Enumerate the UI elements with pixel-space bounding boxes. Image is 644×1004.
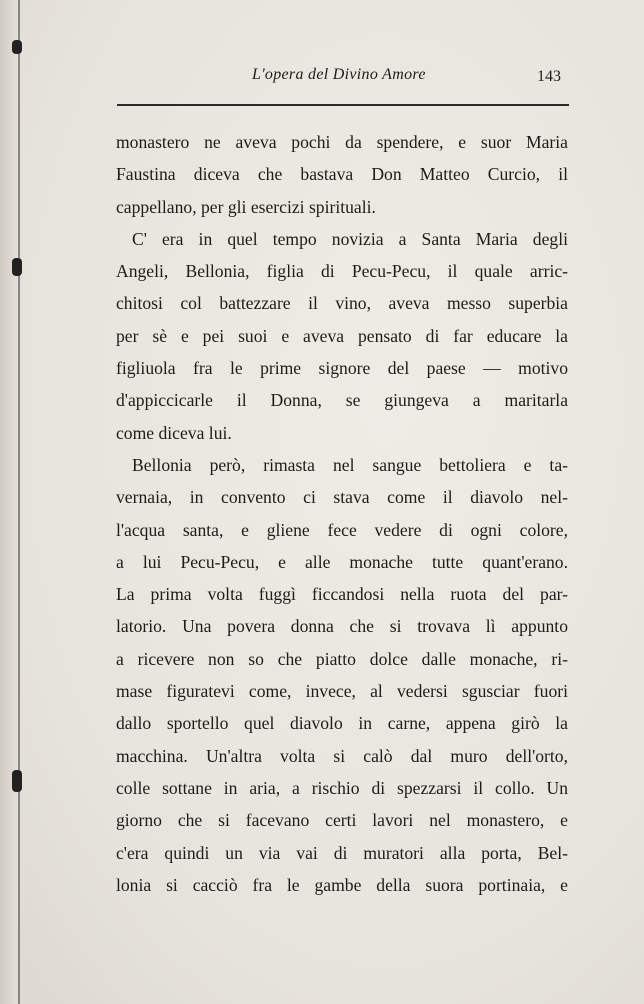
- text-line: dallo sportello quel diavolo in carne, appena girò la: [116, 713, 568, 734]
- running-head: L'opera del Divino Amore: [252, 66, 426, 83]
- text-line: lonia si cacciò fra le gambe della suora portinaia, e: [116, 874, 568, 895]
- text-line: d'appiccicarle il Donna, se giungeva a maritarla: [116, 390, 568, 411]
- text-line: latorio. Una povera donna che si trovava lì appunto: [116, 616, 568, 637]
- text-line: a lui Pecu-Pecu, e alle monache tutte quant'erano.: [116, 551, 568, 572]
- text-line: c'era quindi un via vai di muratori alla porta, Bel-: [116, 842, 568, 863]
- text-line: Angeli, Bellonia, figlia di Pecu-Pecu, il quale arric-: [116, 261, 568, 282]
- text-line: colle sottane in aria, a rischio di spezzarsi il collo. Un: [116, 777, 568, 798]
- text-line: mase figuratevi come, invece, al vedersi sgusciar fuori: [116, 681, 568, 702]
- text-line: l'acqua santa, e gliene fece vedere di ogni colore,: [116, 519, 568, 540]
- text-line: La prima volta fuggì ficcandosi nella ruota del par-: [116, 584, 568, 605]
- binding-shadow: [0, 0, 26, 1004]
- binding-mark: [12, 258, 22, 276]
- page-number: 143: [537, 68, 561, 85]
- text-line: monastero ne aveva pochi da spendere, e suor Maria: [116, 132, 568, 152]
- header-rule: [117, 104, 569, 106]
- text-line: chitosi col battezzare il vino, aveva messo superbia: [116, 293, 568, 314]
- text-line: C' era in quel tempo novizia a Santa Maria degli: [132, 228, 568, 249]
- text-line: figliuola fra le prime signore del paese — motivo: [116, 358, 568, 379]
- text-line: Faustina diceva che bastava Don Matteo Curcio, il: [116, 164, 568, 185]
- binding-mark: [12, 770, 22, 792]
- text-line: cappellano, per gli esercizi spirituali.: [116, 196, 376, 217]
- text-line: macchina. Un'altra volta si calò dal muro dell'orto,: [116, 745, 568, 766]
- text-line: a ricevere non so che piatto dolce dalle monache, ri-: [116, 648, 568, 669]
- text-line: per sè e pei suoi e aveva pensato di far educare la: [116, 325, 568, 346]
- binding-mark: [12, 40, 22, 54]
- text-line: come diceva lui.: [116, 422, 232, 443]
- text-line: vernaia, in convento ci stava come il diavolo nel-: [116, 487, 568, 508]
- body-text: [116, 126, 568, 901]
- page-header: [0, 66, 644, 88]
- text-line: Bellonia però, rimasta nel sangue bettoliera e ta-: [132, 454, 568, 475]
- text-line: giorno che si facevano certi lavori nel monastero, e: [116, 810, 568, 831]
- binding-edge: [18, 0, 20, 1004]
